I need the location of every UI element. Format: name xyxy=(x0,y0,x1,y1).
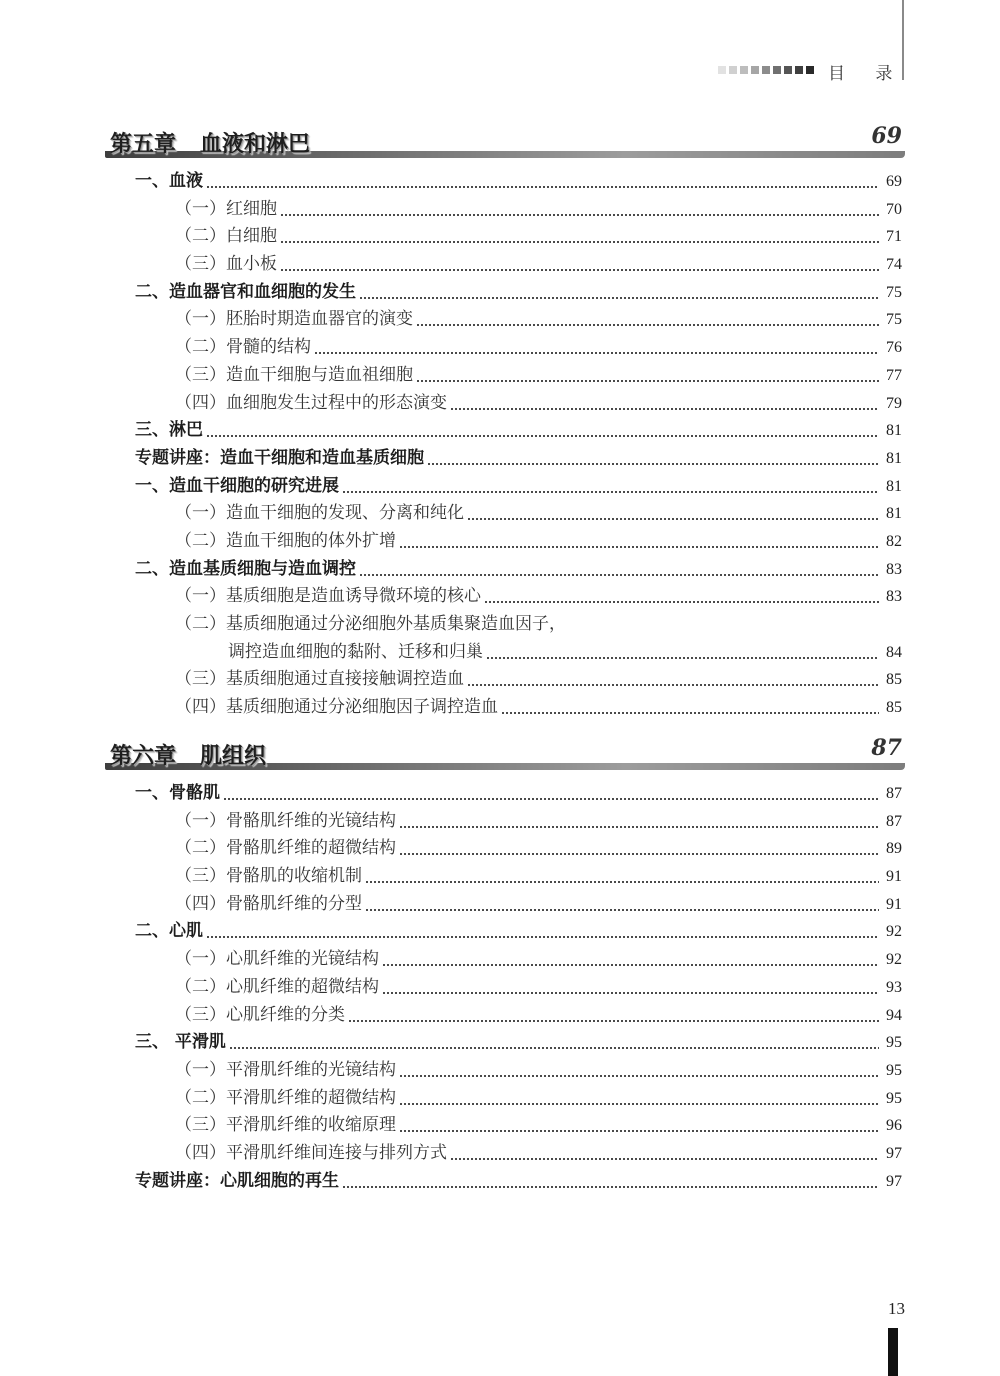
toc-entry-title: 二、心肌 xyxy=(135,921,203,942)
toc-entry xyxy=(135,946,902,974)
dot-leader xyxy=(342,473,879,501)
toc-entry xyxy=(135,611,902,639)
dot-leader xyxy=(382,974,879,1002)
toc-entry xyxy=(135,556,902,584)
toc-entry xyxy=(135,583,902,611)
toc-entry-page: 81 xyxy=(886,422,902,440)
chapter-heading xyxy=(0,734,1000,774)
toc-entry-page: 93 xyxy=(886,978,902,996)
dot-leader xyxy=(416,362,879,390)
toc-entry xyxy=(135,666,902,694)
running-header-title: 目 录 xyxy=(828,64,893,84)
header-decoration-square xyxy=(740,66,748,74)
toc-entry-title: （一）造血干细胞的发现、分离和纯化 xyxy=(175,503,464,524)
toc-entry-page: 97 xyxy=(886,1172,902,1190)
toc-entry-page: 82 xyxy=(886,532,902,550)
toc-entry-page: 95 xyxy=(886,1061,902,1079)
toc-entry-title: 调控造血细胞的黏附、迁移和归巢 xyxy=(228,641,483,662)
toc-entry-title: （三）血小板 xyxy=(175,254,277,275)
toc-entry xyxy=(135,362,902,390)
toc-entry-page: 91 xyxy=(886,868,902,886)
dot-leader xyxy=(399,1112,879,1140)
toc-entry-page: 84 xyxy=(886,643,902,661)
toc-entry xyxy=(135,1112,902,1140)
toc-entry-title: 一、骨骼肌 xyxy=(135,783,220,803)
chapter-title: 血液和淋巴 xyxy=(200,132,311,157)
page-number-bar xyxy=(888,1328,898,1376)
toc-entry-page: 96 xyxy=(886,1117,902,1135)
toc-entry-page: 85 xyxy=(886,671,902,689)
chapter-heading xyxy=(0,122,1000,162)
dot-leader xyxy=(223,780,879,808)
toc-entry-title: （四）平滑肌纤维间连接与排列方式 xyxy=(175,1142,447,1163)
toc-entry-page: 69 xyxy=(886,173,902,190)
toc-entry-title: 专题讲座：心肌细胞的再生 xyxy=(135,1170,339,1191)
dot-leader xyxy=(399,1057,879,1085)
toc-entry xyxy=(135,1057,902,1085)
header-decoration-square xyxy=(718,66,726,74)
toc-entry xyxy=(135,168,902,196)
toc-entry-title: （一）红细胞 xyxy=(175,198,277,219)
toc-entry-title: 一、造血干细胞的研究进展 xyxy=(135,475,339,496)
toc-entry-page: 95 xyxy=(886,1034,902,1052)
toc-entry-page: 87 xyxy=(886,785,902,802)
toc-entry-title: 一、血液 xyxy=(135,171,203,191)
toc-entry xyxy=(135,334,902,362)
toc-entry-page: 92 xyxy=(886,951,902,969)
toc-entry-title: （二）基质细胞通过分泌细胞外基质集聚造血因子， xyxy=(175,614,566,634)
toc-entry xyxy=(135,1029,902,1057)
toc-entry xyxy=(135,1140,902,1168)
toc-entry-title: 二、造血基质细胞与造血调控 xyxy=(135,558,356,579)
dot-leader xyxy=(280,223,879,251)
chapter-section-6 xyxy=(0,734,1000,1191)
toc-entry-page: 76 xyxy=(886,339,902,357)
toc-entry xyxy=(135,306,902,334)
toc-entry-title: （四）骨骼肌纤维的分型 xyxy=(175,893,362,914)
chapter-page-number: 87 xyxy=(871,735,902,761)
toc-entry-title: （二）造血干细胞的体外扩增 xyxy=(175,530,396,551)
toc-entry xyxy=(135,780,902,808)
chapter-page-number: 69 xyxy=(871,123,902,149)
toc-entry-title: （一）心肌纤维的光镜结构 xyxy=(175,949,379,970)
toc-entry xyxy=(135,223,902,251)
dot-leader xyxy=(399,808,879,836)
toc-entry xyxy=(135,390,902,418)
toc-entry-title: （二）骨骼肌纤维的超微结构 xyxy=(175,838,396,859)
toc-entry xyxy=(135,1085,902,1113)
page-number: 13 xyxy=(888,1299,905,1318)
toc-entry-page: 89 xyxy=(886,840,902,858)
toc-entry-page: 92 xyxy=(886,923,902,941)
dot-leader xyxy=(359,279,879,307)
toc-entry xyxy=(135,196,902,224)
dot-leader xyxy=(382,946,879,974)
toc-entry-page: 87 xyxy=(886,812,902,830)
dot-leader xyxy=(365,891,879,919)
dot-leader xyxy=(467,666,879,694)
dot-leader xyxy=(280,196,879,224)
toc-entry xyxy=(135,1002,902,1030)
dot-leader xyxy=(206,168,879,196)
dot-leader xyxy=(484,583,879,611)
dot-leader xyxy=(348,1002,879,1030)
toc-entry-title: 三、淋巴 xyxy=(135,420,203,441)
toc-entry-title: （一）基质细胞是造血诱导微环境的核心 xyxy=(175,586,481,607)
dot-leader xyxy=(486,639,879,667)
toc-entry xyxy=(135,500,902,528)
toc-entry-title: （二）白细胞 xyxy=(175,226,277,247)
toc-entry-title: （三）造血干细胞与造血祖细胞 xyxy=(175,364,413,385)
dot-leader xyxy=(314,334,879,362)
header-decoration-square xyxy=(795,66,803,74)
dot-leader xyxy=(206,918,879,946)
toc-entry-title: 二、造血器官和血细胞的发生 xyxy=(135,281,356,302)
toc-entry-title: （二）心肌纤维的超微结构 xyxy=(175,976,379,997)
header-rule xyxy=(902,0,904,80)
chapter-label: 第六章 xyxy=(110,744,177,769)
toc-entry-page: 95 xyxy=(886,1089,902,1107)
toc-entry-title: （一）胚胎时期造血器官的演变 xyxy=(175,309,413,330)
toc-entry-title: （三）心肌纤维的分类 xyxy=(175,1004,345,1025)
toc-entry-page: 79 xyxy=(886,394,902,412)
header-decoration-square xyxy=(773,66,781,74)
dot-leader xyxy=(229,1029,879,1057)
toc-entry-title: （一）平滑肌纤维的光镜结构 xyxy=(175,1059,396,1080)
toc-entry xyxy=(135,918,902,946)
toc-entry-title: （一）骨骼肌纤维的光镜结构 xyxy=(175,810,396,831)
toc-entry xyxy=(135,251,902,279)
dot-leader xyxy=(399,835,879,863)
chapter-label: 第五章 xyxy=(110,132,177,157)
toc-entry-title: 三、 平滑肌 xyxy=(135,1032,226,1053)
toc-entry xyxy=(135,1168,902,1196)
toc-entry-title: 专题讲座：造血干细胞和造血基质细胞 xyxy=(135,447,424,468)
toc-entry xyxy=(135,891,902,919)
toc-entry-title: （四）基质细胞通过分泌细胞因子调控造血 xyxy=(175,697,498,718)
toc-entry-title: （二）平滑肌纤维的超微结构 xyxy=(175,1087,396,1108)
toc-entry-page: 83 xyxy=(886,588,902,606)
dot-leader xyxy=(427,445,879,473)
toc-entry-page: 74 xyxy=(886,256,902,274)
toc-entry-page: 75 xyxy=(886,311,902,329)
chapter-title: 肌组织 xyxy=(200,744,267,769)
toc-entry-page: 75 xyxy=(886,283,902,301)
toc-entry xyxy=(135,445,902,473)
toc-entry-title: （三）基质细胞通过直接接触调控造血 xyxy=(175,669,464,690)
header-decoration-square xyxy=(729,66,737,74)
dot-leader xyxy=(467,500,879,528)
header-decoration-square xyxy=(806,66,814,74)
dot-leader xyxy=(206,417,879,445)
dot-leader xyxy=(450,390,879,418)
toc-entry xyxy=(135,694,902,722)
header-decoration xyxy=(718,66,814,74)
header-decoration-square xyxy=(751,66,759,74)
toc-entry xyxy=(135,417,902,445)
dot-leader xyxy=(501,694,879,722)
chapter-section-5 xyxy=(0,122,1000,718)
toc-entry-list xyxy=(135,780,902,1195)
toc-entry-page: 94 xyxy=(886,1006,902,1024)
toc-entry-page: 81 xyxy=(886,449,902,467)
toc-entry xyxy=(135,974,902,1002)
toc-entry-title: （二）骨髓的结构 xyxy=(175,337,311,358)
dot-leader xyxy=(342,1168,879,1196)
dot-leader xyxy=(365,863,879,891)
toc-entry-page: 85 xyxy=(886,699,902,717)
toc-entry-title: （四）血细胞发生过程中的形态演变 xyxy=(175,392,447,413)
toc-entry-page: 83 xyxy=(886,560,902,578)
toc-entry-page: 71 xyxy=(886,228,902,246)
dot-leader xyxy=(450,1140,879,1168)
header-decoration-square xyxy=(762,66,770,74)
toc-entry-list xyxy=(135,168,902,722)
header-decoration-square xyxy=(784,66,792,74)
dot-leader xyxy=(399,528,879,556)
toc-entry-continuation xyxy=(135,639,902,667)
toc-entry-page: 91 xyxy=(886,895,902,913)
toc-entry xyxy=(135,473,902,501)
toc-entry-page: 81 xyxy=(886,477,902,495)
dot-leader xyxy=(416,306,879,334)
toc-entry-page: 77 xyxy=(886,366,902,384)
toc-entry-page: 70 xyxy=(886,200,902,218)
toc-entry xyxy=(135,279,902,307)
toc-entry xyxy=(135,835,902,863)
toc-entry-page: 81 xyxy=(886,505,902,523)
dot-leader xyxy=(280,251,879,279)
toc-entry-title: （三）骨骼肌的收缩机制 xyxy=(175,866,362,887)
dot-leader xyxy=(399,1085,879,1113)
dot-leader xyxy=(359,556,879,584)
toc-entry xyxy=(135,528,902,556)
toc-entry xyxy=(135,808,902,836)
toc-entry-title: （三）平滑肌纤维的收缩原理 xyxy=(175,1115,396,1136)
toc-entry xyxy=(135,863,902,891)
toc-entry-page: 97 xyxy=(886,1144,902,1162)
